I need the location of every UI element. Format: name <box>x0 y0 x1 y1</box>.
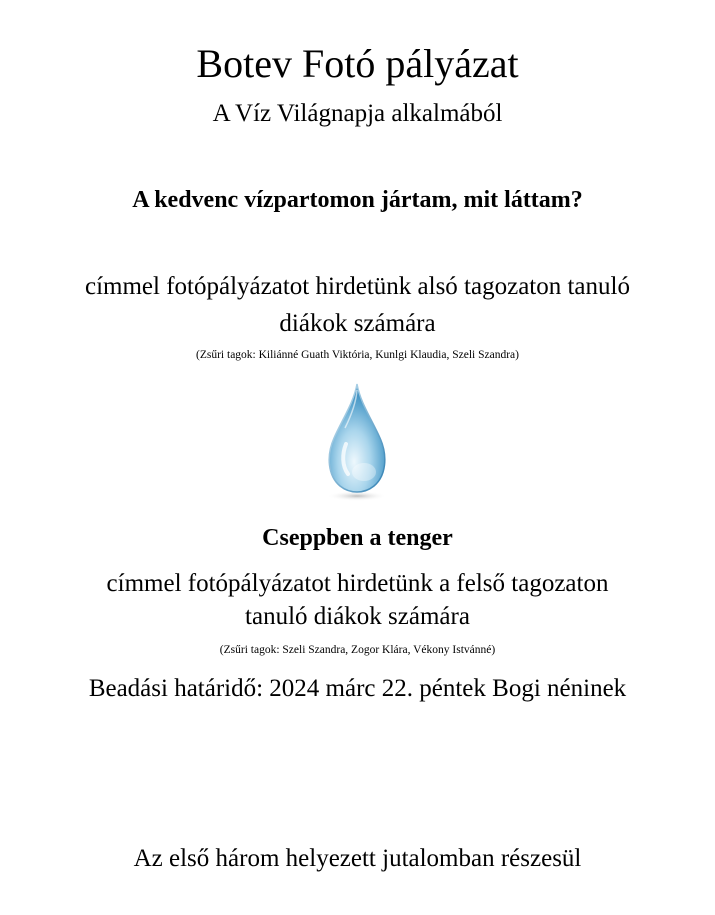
prize-note: Az első három helyezett jutalomban részesül <box>133 845 582 872</box>
upper-grade-jury: (Zsűri tagok: Szeli Szandra, Zogor Klára, Vékony Istvánné) <box>219 644 496 656</box>
upper-grade-description-line-2: tanuló diákok számára <box>245 603 470 630</box>
page-title: Botev Fotó pályázat <box>196 41 519 86</box>
lower-grade-contest-title: A kedvenc vízpartomon jártam, mit láttam? <box>132 187 583 213</box>
page-subtitle: A Víz Világnapja alkalmából <box>212 100 503 127</box>
lower-grade-jury: (Zsűri tagok: Kiliánné Guath Viktória, Kunlgi Klaudia, Szeli Szandra) <box>196 349 519 361</box>
lower-grade-description-line-2: diákok számára <box>279 310 436 337</box>
submission-deadline: Beadási határidő: 2024 márc 22. péntek Bogi néninek <box>88 675 627 702</box>
upper-grade-contest-title: Cseppben a tenger <box>262 525 453 551</box>
lower-grade-description-line-1: címmel fotópályázatot hirdetünk alsó tagozaton tanuló <box>85 273 630 300</box>
water-drop-icon <box>312 380 402 505</box>
upper-grade-description-line-1: címmel fotópályázatot hirdetünk a felső tagozaton <box>106 570 609 597</box>
